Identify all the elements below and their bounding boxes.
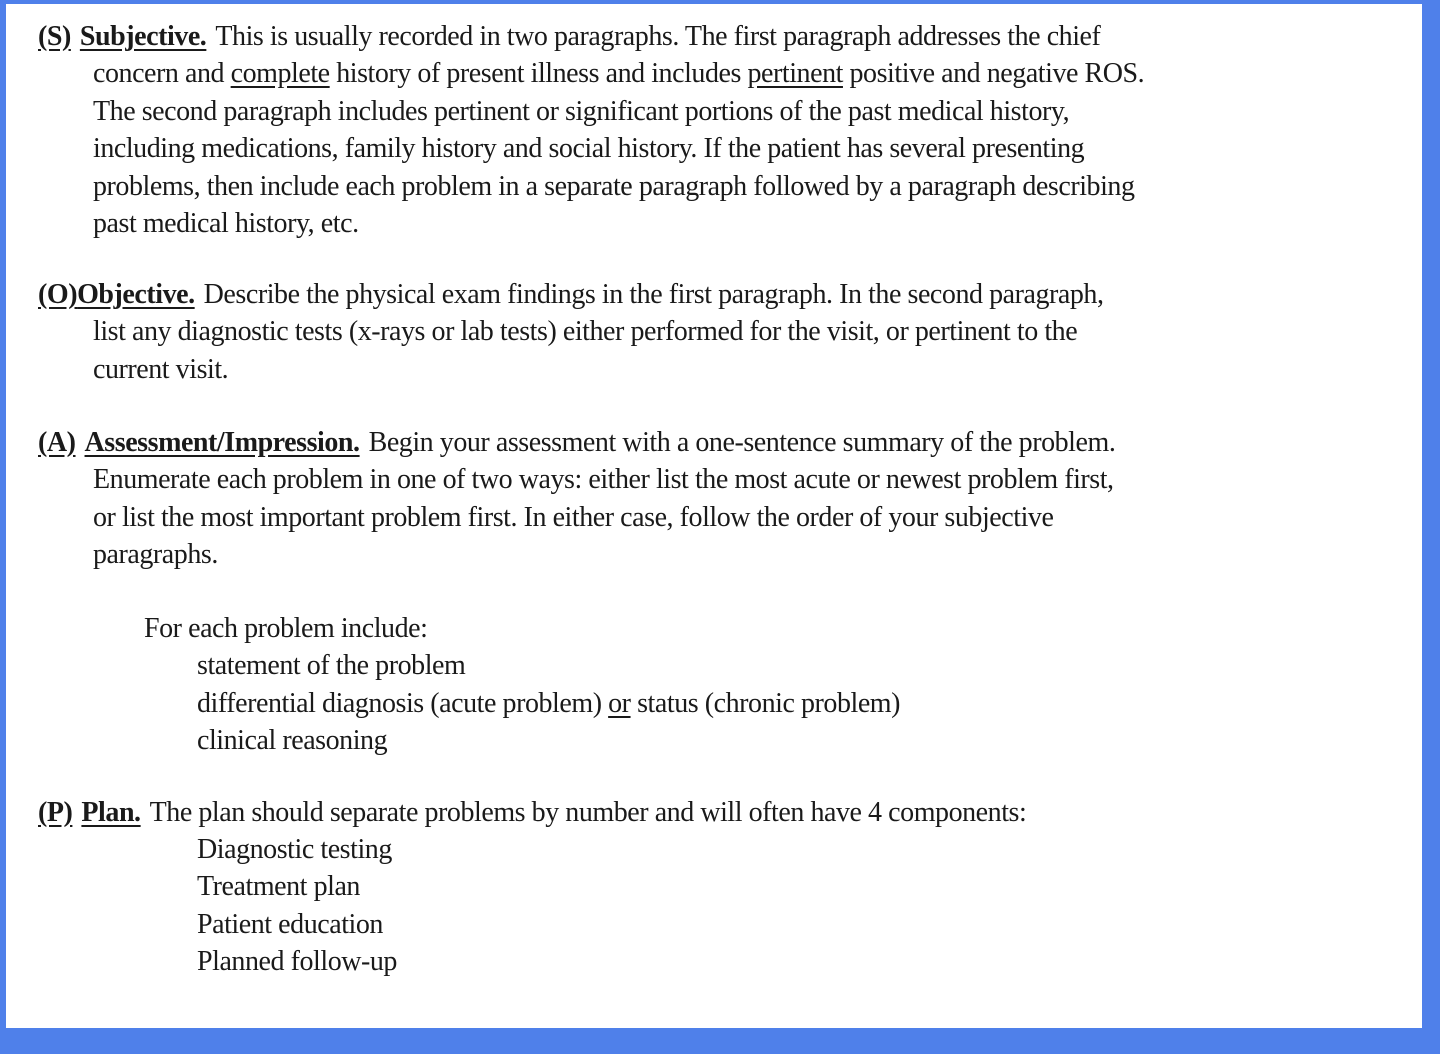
text-run: positive and negative ROS. [842,58,1145,90]
paragraph-line: list any diagnostic tests (x-rays or lab tests) either performed for the visit, or pertinent to the [93,316,1078,348]
problem-item: statement of the problem [197,650,466,682]
plan-first-line [38,794,1398,831]
paragraph-line: Begin your assessment with a one-sentence summary of the problem. [368,427,1116,458]
section-plan [38,794,1398,831]
assessment-first-line [38,424,1398,461]
subjective-first-line [38,18,1398,55]
paragraph-line [38,55,1398,92]
problem-item [144,685,900,722]
problem-intro: For each problem include: [144,613,428,644]
paragraph-line: The second paragraph includes pertinent or significant portions of the past medical history, [93,95,1070,127]
paragraph-line: including medications, family history and social history. If the patient has several presenting [93,133,1085,165]
problem-include-list [144,610,900,760]
section-assessment [38,424,1398,574]
text-run: status (chronic problem) [630,687,901,719]
underlined-word: complete [230,58,330,90]
section-heading: Plan. [81,797,141,828]
paragraph-line: The plan should separate problems by number and will often have 4 components: [149,797,1027,828]
underlined-word: pertinent [747,58,843,90]
paragraph-line: or list the most important problem first. In either case, follow the order of your subjective [93,501,1054,533]
text-run: differential diagnosis (acute problem) [197,687,609,719]
section-heading: Subjective. [79,21,207,52]
paragraph-line: Describe the physical exam findings in the first paragraph. In the second paragraph, [203,279,1104,310]
section-heading: Assessment/Impression. [84,427,360,458]
plan-component: Treatment plan [197,871,360,903]
plan-component: Diagnostic testing [197,834,392,865]
section-objective [38,276,1398,388]
section-marker: (A) [38,427,76,458]
document-page [6,4,1422,1028]
plan-components-list [197,831,397,981]
section-subjective [38,18,1398,242]
paragraph-line: Enumerate each problem in one of two ways: either list the most acute or newest problem first, [93,464,1114,496]
paragraph-line: current visit. [93,353,229,385]
plan-component: Patient education [197,908,383,940]
section-marker: (S) [38,21,71,52]
text-run: history of present illness and includes [329,58,748,90]
objective-first-line [38,276,1398,313]
paragraph-line: past medical history, etc. [93,208,359,240]
section-marker: (O) [38,279,78,310]
section-marker: (P) [38,797,73,828]
problem-item: clinical reasoning [197,725,388,757]
text-run: concern and [93,58,231,90]
section-heading: Objective. [77,279,195,310]
paragraph-line: problems, then include each problem in a separate paragraph followed by a paragraph describing [93,170,1135,202]
underlined-word: or [608,687,631,719]
paragraph-line: This is usually recorded in two paragraphs. The first paragraph addresses the chief [215,21,1101,52]
paragraph-line: paragraphs. [93,539,218,571]
plan-component: Planned follow-up [197,946,397,978]
